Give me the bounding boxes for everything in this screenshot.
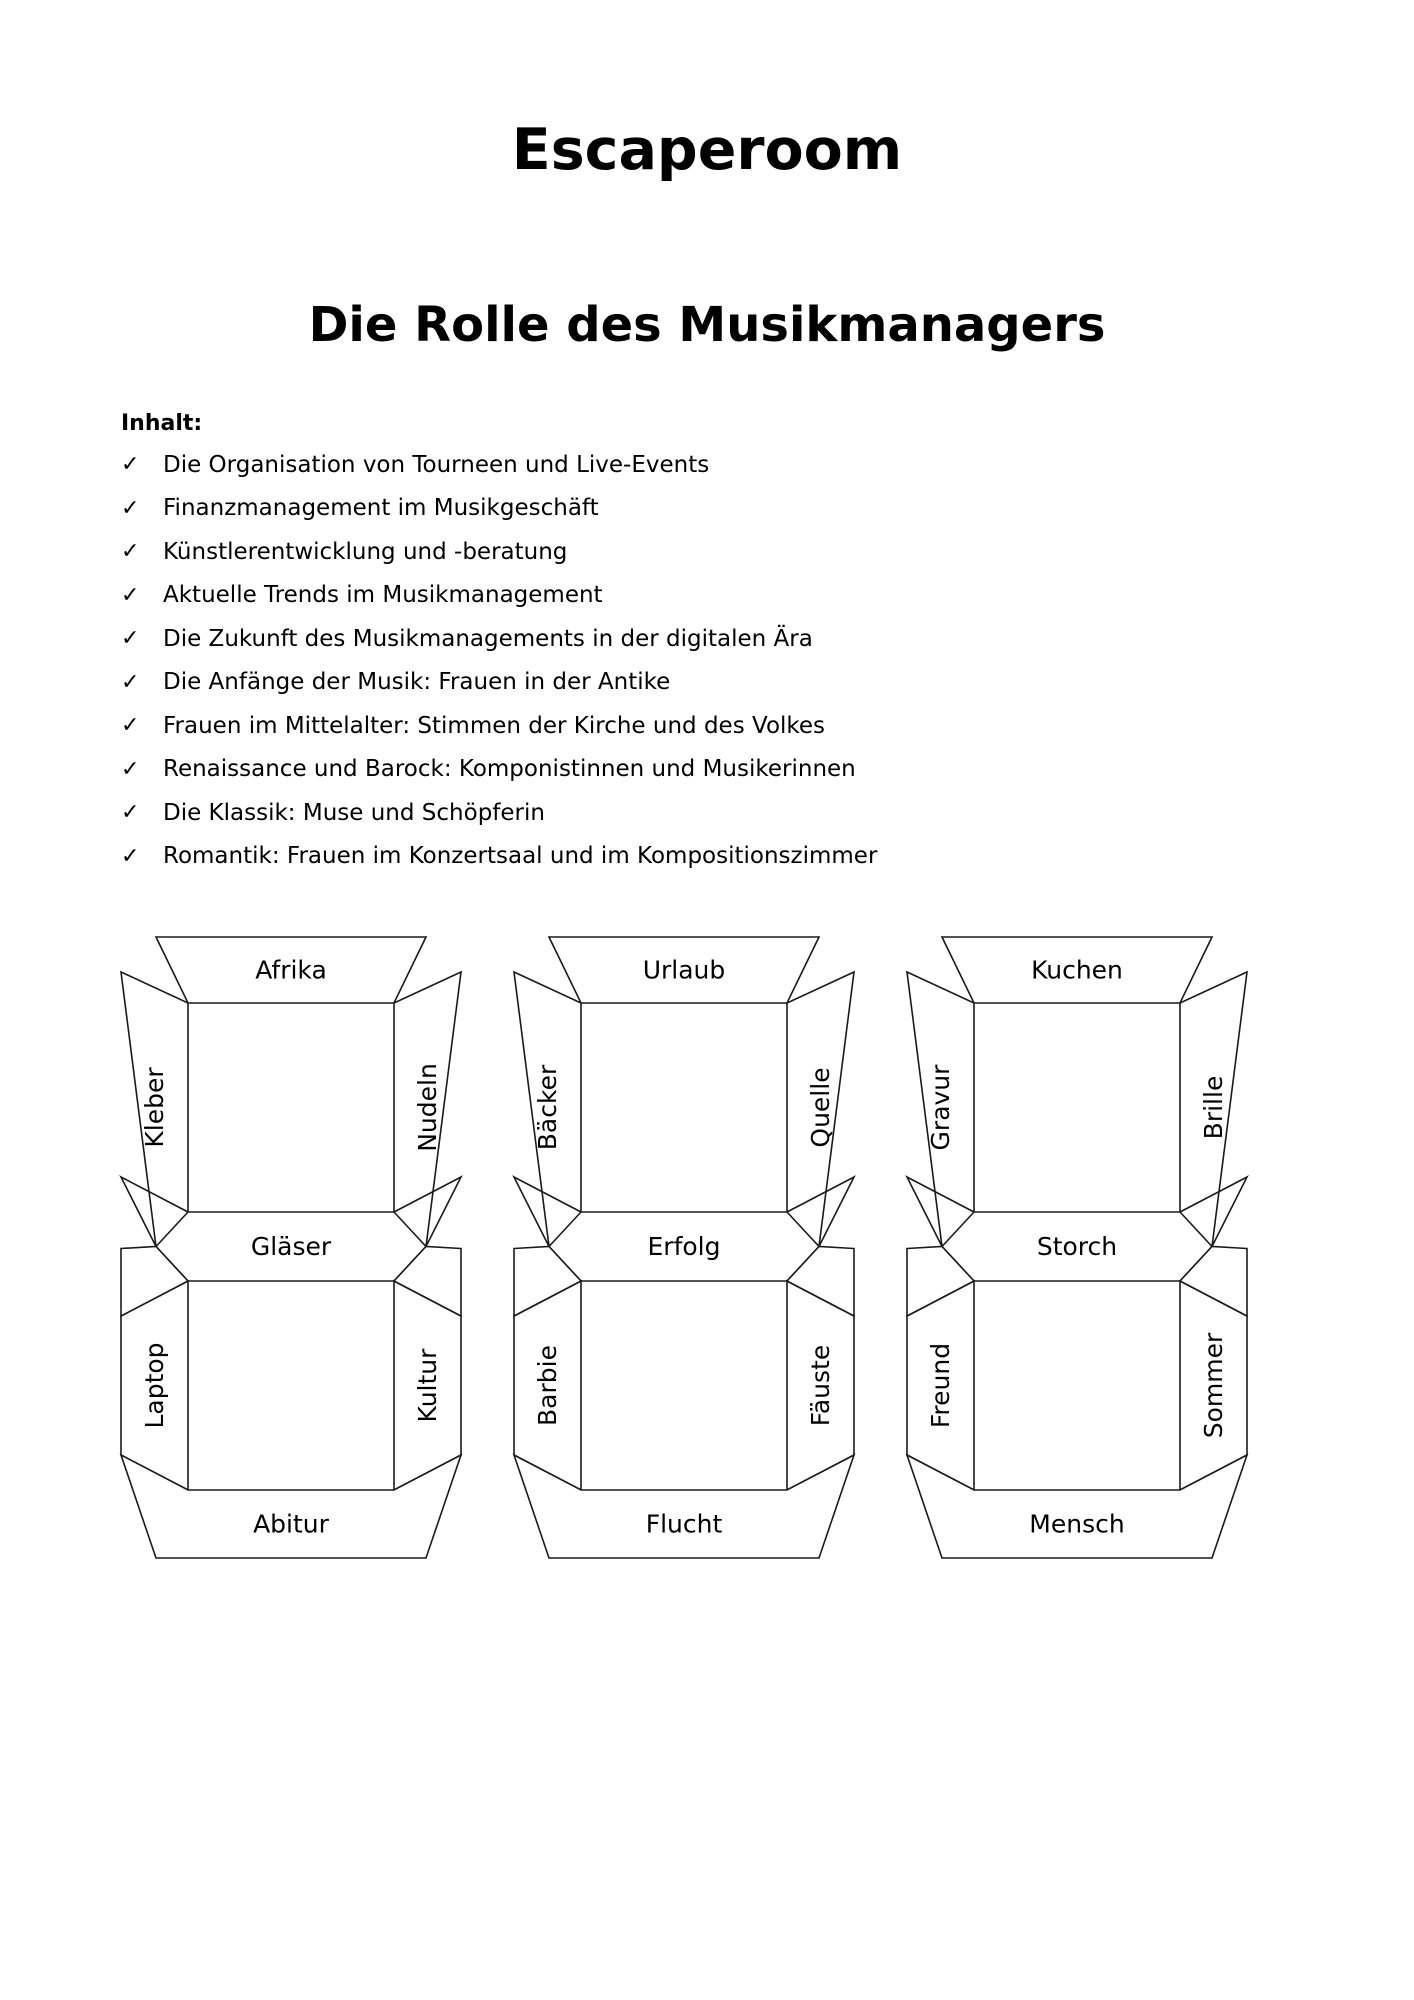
contents-item-text: Romantik: Frauen im Konzertsaal und im Kompositionszimmer — [163, 843, 878, 870]
contents-item-text: Frauen im Mittelalter: Stimmen der Kirche und des Volkes — [163, 712, 826, 739]
segment-label-lower-right: Kultur — [413, 1348, 442, 1423]
segment-label-bottom: Flucht — [645, 1509, 723, 1539]
segment-label-middle: Gläser — [250, 1232, 332, 1261]
contents-item-text: Die Klassik: Muse und Schöpferin — [163, 799, 545, 826]
contents-item-text: Die Zukunft des Musikmanagements in der digitalen Ära — [163, 625, 813, 652]
segment-label-middle: Erfolg — [647, 1232, 721, 1261]
segment-label-upper-right: Nudeln — [413, 1063, 442, 1152]
segment-label-lower-left: Laptop — [140, 1342, 169, 1429]
segment-label-lower-left: Barbie — [533, 1345, 562, 1426]
segment-label-lower-right: Sommer — [1199, 1332, 1228, 1439]
checkmark-icon: ✓ — [121, 582, 140, 608]
segment-label-upper-right: Brille — [1199, 1075, 1228, 1140]
segment-label-top: Kuchen — [1031, 955, 1123, 985]
page-subtitle: Die Rolle des Musikmanagers — [308, 297, 1106, 353]
checkmark-icon: ✓ — [121, 669, 140, 695]
segment-label-upper-left: Gravur — [926, 1064, 955, 1151]
segment-label-bottom: Abitur — [253, 1509, 329, 1539]
segment-label-upper-left: Kleber — [140, 1067, 169, 1148]
contents-label: Inhalt: — [121, 411, 203, 436]
segment-label-upper-left: Bäcker — [533, 1064, 562, 1151]
contents-item-text: Renaissance und Barock: Komponistinnen und Musikerinnen — [163, 756, 856, 783]
contents-item-text: Die Organisation von Tourneen und Live-Events — [163, 451, 710, 478]
checkmark-icon: ✓ — [121, 800, 140, 826]
segment-label-lower-right: Fäuste — [806, 1344, 835, 1427]
checkmark-icon: ✓ — [121, 495, 140, 521]
segment-label-top: Urlaub — [642, 955, 726, 985]
segment-label-bottom: Mensch — [1029, 1509, 1125, 1539]
contents-item-text: Die Anfänge der Musik: Frauen in der Antike — [163, 669, 671, 696]
segment-label-upper-right: Quelle — [806, 1067, 835, 1148]
checkmark-icon: ✓ — [121, 756, 140, 782]
contents-item-text: Aktuelle Trends im Musikmanagement — [163, 582, 603, 609]
page-title: Escaperoom — [511, 117, 903, 183]
checkmark-icon: ✓ — [121, 843, 140, 869]
checkmark-icon: ✓ — [121, 452, 140, 478]
segment-label-top: Afrika — [255, 955, 327, 985]
checkmark-icon: ✓ — [121, 539, 140, 565]
contents-item-text: Finanzmanagement im Musikgeschäft — [163, 495, 599, 522]
checkmark-icon: ✓ — [121, 626, 140, 652]
checkmark-icon: ✓ — [121, 713, 140, 739]
segment-label-middle: Storch — [1036, 1232, 1118, 1261]
contents-item-text: Künstlerentwicklung und -beratung — [163, 538, 568, 565]
segment-label-lower-left: Freund — [926, 1342, 955, 1429]
